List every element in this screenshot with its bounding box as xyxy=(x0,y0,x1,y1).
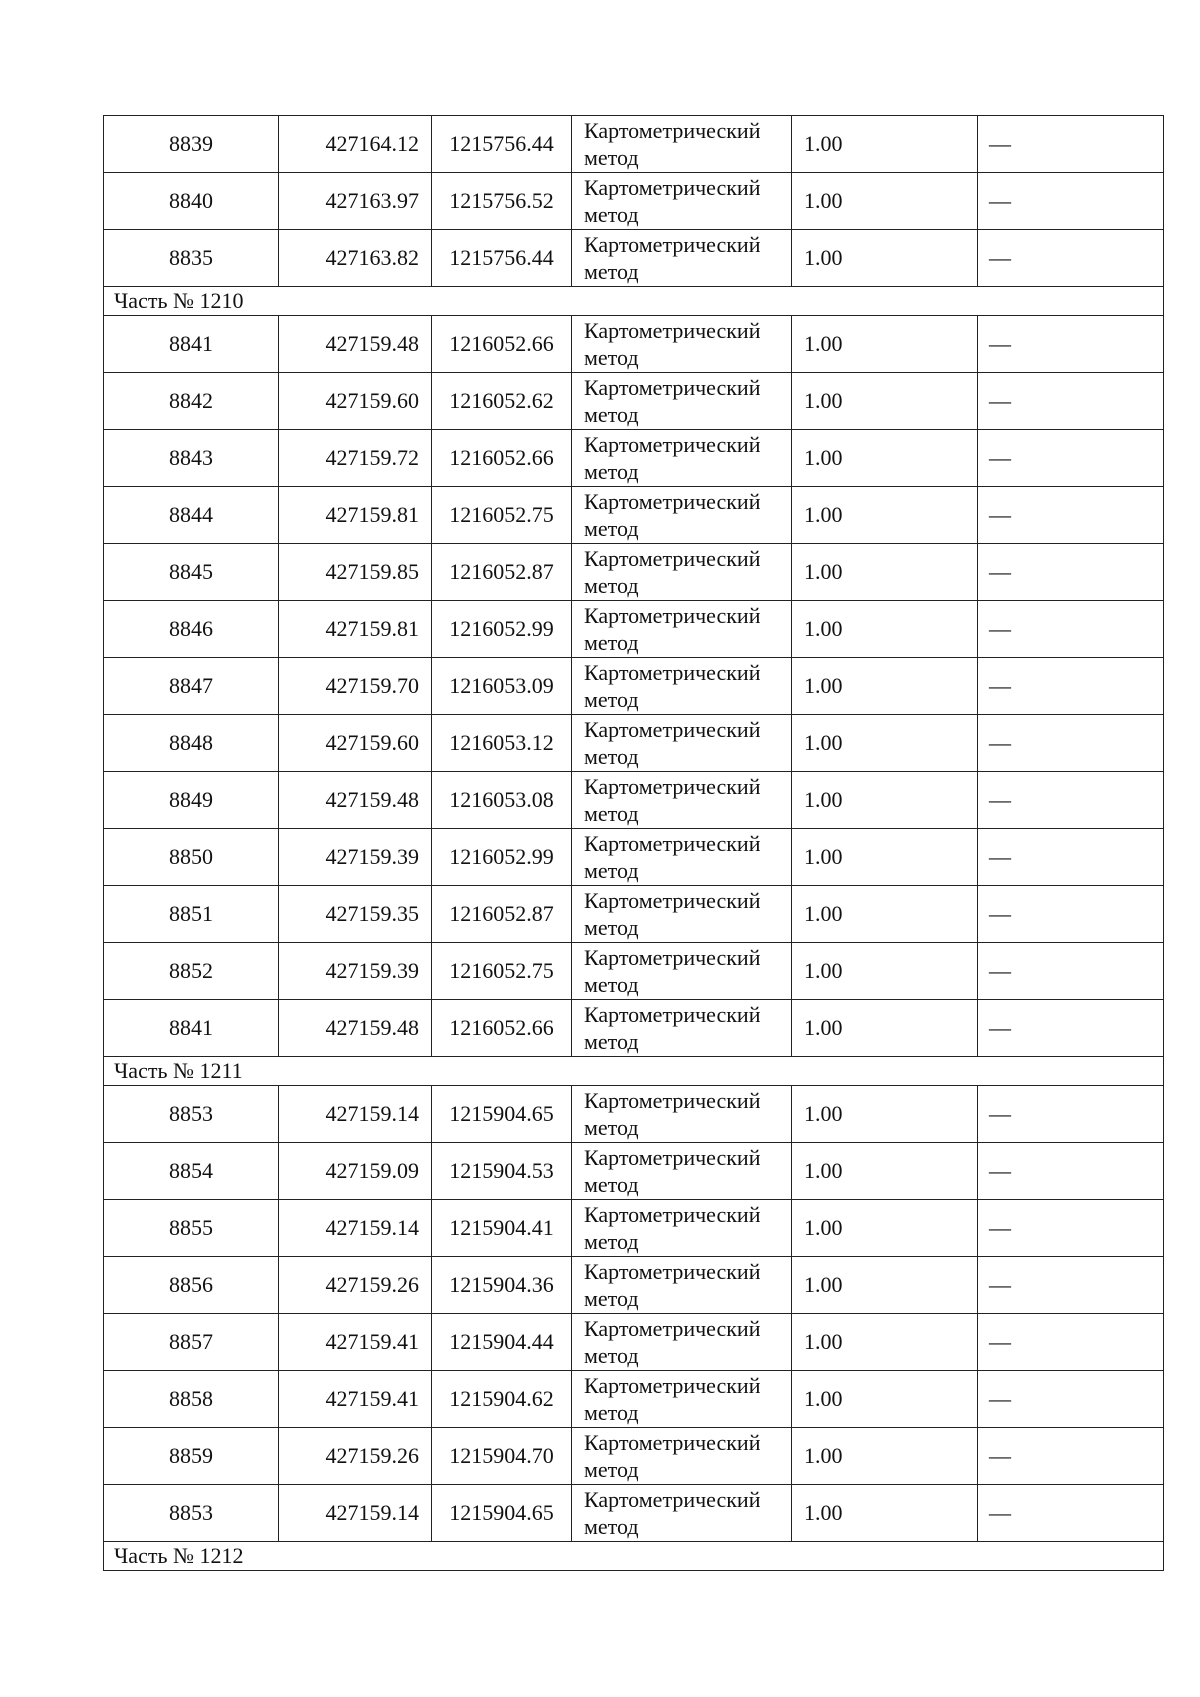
part-heading-row xyxy=(104,287,1164,316)
method-line-1: Картометрический xyxy=(584,1430,761,1455)
method-line-2: метод xyxy=(584,687,639,712)
method-cell xyxy=(572,943,792,1000)
method-line-1: Картометрический xyxy=(584,945,761,970)
method-cell xyxy=(572,116,792,173)
point-number-cell: 8840 xyxy=(104,173,279,230)
method-line-2: метод xyxy=(584,516,639,541)
method-line-1: Картометрический xyxy=(584,660,761,685)
accuracy-cell: 1.00 xyxy=(792,373,978,430)
table-row xyxy=(104,487,1164,544)
x-coordinate-cell: 427164.12 xyxy=(279,116,432,173)
method-cell xyxy=(572,829,792,886)
table-row xyxy=(104,1000,1164,1057)
accuracy-cell: 1.00 xyxy=(792,601,978,658)
table-row xyxy=(104,1485,1164,1542)
method-cell xyxy=(572,1257,792,1314)
y-coordinate-cell: 1215904.41 xyxy=(432,1200,572,1257)
method-cell xyxy=(572,316,792,373)
accuracy-cell: 1.00 xyxy=(792,943,978,1000)
description-cell xyxy=(978,116,1164,173)
point-number-cell: 8839 xyxy=(104,116,279,173)
table-row xyxy=(104,1257,1164,1314)
part-heading-cell: Часть № 1212 xyxy=(104,1542,1164,1571)
point-number-cell: 8855 xyxy=(104,1200,279,1257)
table-row xyxy=(104,772,1164,829)
description-cell xyxy=(978,658,1164,715)
x-coordinate-cell: 427159.14 xyxy=(279,1200,432,1257)
description-cell xyxy=(978,173,1164,230)
method-cell xyxy=(572,544,792,601)
method-line-2: метод xyxy=(584,1115,639,1140)
method-cell xyxy=(572,430,792,487)
table-row xyxy=(104,373,1164,430)
table-row xyxy=(104,658,1164,715)
method-line-2: метод xyxy=(584,1343,639,1368)
accuracy-cell: 1.00 xyxy=(792,1143,978,1200)
point-number-cell: 8853 xyxy=(104,1086,279,1143)
method-cell xyxy=(572,1143,792,1200)
point-number-cell: 8857 xyxy=(104,1314,279,1371)
method-line-2: метод xyxy=(584,1457,639,1482)
description-cell xyxy=(978,316,1164,373)
y-coordinate-cell: 1215904.65 xyxy=(432,1086,572,1143)
coordinates-table xyxy=(103,115,1164,1571)
method-cell xyxy=(572,886,792,943)
accuracy-cell: 1.00 xyxy=(792,829,978,886)
dash-mark: — xyxy=(989,844,1011,869)
description-cell xyxy=(978,829,1164,886)
x-coordinate-cell: 427159.48 xyxy=(279,772,432,829)
description-cell xyxy=(978,943,1164,1000)
table-row xyxy=(104,1314,1164,1371)
method-line-2: метод xyxy=(584,858,639,883)
x-coordinate-cell: 427159.72 xyxy=(279,430,432,487)
description-cell xyxy=(978,886,1164,943)
method-line-1: Картометрический xyxy=(584,546,761,571)
y-coordinate-cell: 1216052.75 xyxy=(432,487,572,544)
x-coordinate-cell: 427159.14 xyxy=(279,1485,432,1542)
dash-mark: — xyxy=(989,502,1011,527)
method-line-1: Картометрический xyxy=(584,432,761,457)
accuracy-cell: 1.00 xyxy=(792,487,978,544)
method-line-2: метод xyxy=(584,1514,639,1539)
method-cell xyxy=(572,1200,792,1257)
y-coordinate-cell: 1216052.99 xyxy=(432,829,572,886)
x-coordinate-cell: 427159.81 xyxy=(279,487,432,544)
x-coordinate-cell: 427159.81 xyxy=(279,601,432,658)
point-number-cell: 8841 xyxy=(104,1000,279,1057)
method-line-2: метод xyxy=(584,402,639,427)
method-line-2: метод xyxy=(584,801,639,826)
dash-mark: — xyxy=(989,1443,1011,1468)
x-coordinate-cell: 427159.60 xyxy=(279,715,432,772)
x-coordinate-cell: 427159.48 xyxy=(279,1000,432,1057)
table-row xyxy=(104,829,1164,886)
accuracy-cell: 1.00 xyxy=(792,1371,978,1428)
dash-mark: — xyxy=(989,901,1011,926)
point-number-cell: 8852 xyxy=(104,943,279,1000)
y-coordinate-cell: 1215904.65 xyxy=(432,1485,572,1542)
description-cell xyxy=(978,544,1164,601)
method-line-1: Картометрический xyxy=(584,1088,761,1113)
y-coordinate-cell: 1215904.70 xyxy=(432,1428,572,1485)
x-coordinate-cell: 427159.41 xyxy=(279,1371,432,1428)
table-row xyxy=(104,886,1164,943)
point-number-cell: 8842 xyxy=(104,373,279,430)
description-cell xyxy=(978,1371,1164,1428)
method-line-1: Картометрический xyxy=(584,1202,761,1227)
table-row xyxy=(104,943,1164,1000)
y-coordinate-cell: 1215904.62 xyxy=(432,1371,572,1428)
point-number-cell: 8853 xyxy=(104,1485,279,1542)
method-line-1: Картометрический xyxy=(584,232,761,257)
method-line-1: Картометрический xyxy=(584,1316,761,1341)
x-coordinate-cell: 427163.82 xyxy=(279,230,432,287)
y-coordinate-cell: 1215904.36 xyxy=(432,1257,572,1314)
method-cell xyxy=(572,1086,792,1143)
method-cell xyxy=(572,373,792,430)
method-cell xyxy=(572,1485,792,1542)
accuracy-cell: 1.00 xyxy=(792,430,978,487)
method-line-2: метод xyxy=(584,573,639,598)
table-row xyxy=(104,230,1164,287)
method-line-1: Картометрический xyxy=(584,1145,761,1170)
method-line-2: метод xyxy=(584,145,639,170)
x-coordinate-cell: 427159.39 xyxy=(279,943,432,1000)
point-number-cell: 8849 xyxy=(104,772,279,829)
point-number-cell: 8844 xyxy=(104,487,279,544)
method-cell xyxy=(572,1428,792,1485)
point-number-cell: 8841 xyxy=(104,316,279,373)
x-coordinate-cell: 427159.26 xyxy=(279,1428,432,1485)
method-line-1: Картометрический xyxy=(584,375,761,400)
accuracy-cell: 1.00 xyxy=(792,715,978,772)
x-coordinate-cell: 427163.97 xyxy=(279,173,432,230)
dash-mark: — xyxy=(989,673,1011,698)
method-line-1: Картометрический xyxy=(584,175,761,200)
x-coordinate-cell: 427159.14 xyxy=(279,1086,432,1143)
method-line-2: метод xyxy=(584,972,639,997)
accuracy-cell: 1.00 xyxy=(792,230,978,287)
method-line-2: метод xyxy=(584,915,639,940)
x-coordinate-cell: 427159.41 xyxy=(279,1314,432,1371)
part-heading-cell: Часть № 1211 xyxy=(104,1057,1164,1086)
method-line-2: метод xyxy=(584,459,639,484)
description-cell xyxy=(978,772,1164,829)
method-line-1: Картометрический xyxy=(584,1487,761,1512)
point-number-cell: 8854 xyxy=(104,1143,279,1200)
method-line-1: Картометрический xyxy=(584,318,761,343)
description-cell xyxy=(978,373,1164,430)
method-line-2: метод xyxy=(584,259,639,284)
part-heading-row xyxy=(104,1542,1164,1571)
dash-mark: — xyxy=(989,1215,1011,1240)
y-coordinate-cell: 1215756.44 xyxy=(432,230,572,287)
description-cell xyxy=(978,1485,1164,1542)
accuracy-cell: 1.00 xyxy=(792,173,978,230)
method-cell xyxy=(572,601,792,658)
point-number-cell: 8851 xyxy=(104,886,279,943)
description-cell xyxy=(978,430,1164,487)
table-row xyxy=(104,601,1164,658)
x-coordinate-cell: 427159.60 xyxy=(279,373,432,430)
x-coordinate-cell: 427159.26 xyxy=(279,1257,432,1314)
dash-mark: — xyxy=(989,730,1011,755)
x-coordinate-cell: 427159.39 xyxy=(279,829,432,886)
table-row xyxy=(104,1086,1164,1143)
accuracy-cell: 1.00 xyxy=(792,1257,978,1314)
table-row xyxy=(104,1371,1164,1428)
description-cell xyxy=(978,1086,1164,1143)
y-coordinate-cell: 1216053.09 xyxy=(432,658,572,715)
x-coordinate-cell: 427159.85 xyxy=(279,544,432,601)
accuracy-cell: 1.00 xyxy=(792,1000,978,1057)
description-cell xyxy=(978,1257,1164,1314)
y-coordinate-cell: 1215904.44 xyxy=(432,1314,572,1371)
dash-mark: — xyxy=(989,787,1011,812)
dash-mark: — xyxy=(989,1500,1011,1525)
method-cell xyxy=(572,772,792,829)
dash-mark: — xyxy=(989,388,1011,413)
y-coordinate-cell: 1216053.12 xyxy=(432,715,572,772)
accuracy-cell: 1.00 xyxy=(792,658,978,715)
method-cell xyxy=(572,487,792,544)
method-line-1: Картометрический xyxy=(584,1373,761,1398)
method-line-1: Картометрический xyxy=(584,774,761,799)
dash-mark: — xyxy=(989,131,1011,156)
method-line-1: Картометрический xyxy=(584,1002,761,1027)
x-coordinate-cell: 427159.09 xyxy=(279,1143,432,1200)
y-coordinate-cell: 1215904.53 xyxy=(432,1143,572,1200)
method-line-2: метод xyxy=(584,1400,639,1425)
dash-mark: — xyxy=(989,1272,1011,1297)
y-coordinate-cell: 1216052.62 xyxy=(432,373,572,430)
method-line-2: метод xyxy=(584,1286,639,1311)
table-row xyxy=(104,116,1164,173)
x-coordinate-cell: 427159.35 xyxy=(279,886,432,943)
y-coordinate-cell: 1216053.08 xyxy=(432,772,572,829)
method-cell xyxy=(572,1314,792,1371)
dash-mark: — xyxy=(989,445,1011,470)
table-row xyxy=(104,430,1164,487)
y-coordinate-cell: 1215756.44 xyxy=(432,116,572,173)
method-line-2: метод xyxy=(584,345,639,370)
table-row xyxy=(104,316,1164,373)
method-line-2: метод xyxy=(584,630,639,655)
part-heading-row xyxy=(104,1057,1164,1086)
point-number-cell: 8847 xyxy=(104,658,279,715)
method-line-1: Картометрический xyxy=(584,489,761,514)
y-coordinate-cell: 1215756.52 xyxy=(432,173,572,230)
point-number-cell: 8858 xyxy=(104,1371,279,1428)
point-number-cell: 8843 xyxy=(104,430,279,487)
accuracy-cell: 1.00 xyxy=(792,316,978,373)
y-coordinate-cell: 1216052.66 xyxy=(432,1000,572,1057)
dash-mark: — xyxy=(989,188,1011,213)
method-line-2: метод xyxy=(584,1229,639,1254)
point-number-cell: 8859 xyxy=(104,1428,279,1485)
part-heading-cell: Часть № 1210 xyxy=(104,287,1164,316)
y-coordinate-cell: 1216052.75 xyxy=(432,943,572,1000)
table-row xyxy=(104,1143,1164,1200)
description-cell xyxy=(978,715,1164,772)
dash-mark: — xyxy=(989,1386,1011,1411)
description-cell xyxy=(978,1314,1164,1371)
dash-mark: — xyxy=(989,1158,1011,1183)
y-coordinate-cell: 1216052.87 xyxy=(432,544,572,601)
table-row xyxy=(104,1428,1164,1485)
description-cell xyxy=(978,1143,1164,1200)
method-cell xyxy=(572,173,792,230)
dash-mark: — xyxy=(989,331,1011,356)
table-row xyxy=(104,715,1164,772)
method-cell xyxy=(572,658,792,715)
description-cell xyxy=(978,1428,1164,1485)
dash-mark: — xyxy=(989,245,1011,270)
x-coordinate-cell: 427159.70 xyxy=(279,658,432,715)
method-line-1: Картометрический xyxy=(584,603,761,628)
method-line-1: Картометрический xyxy=(584,1259,761,1284)
method-line-2: метод xyxy=(584,1172,639,1197)
y-coordinate-cell: 1216052.99 xyxy=(432,601,572,658)
point-number-cell: 8846 xyxy=(104,601,279,658)
dash-mark: — xyxy=(989,1015,1011,1040)
accuracy-cell: 1.00 xyxy=(792,1428,978,1485)
dash-mark: — xyxy=(989,958,1011,983)
coordinates-table-body xyxy=(104,116,1164,1571)
description-cell xyxy=(978,1200,1164,1257)
x-coordinate-cell: 427159.48 xyxy=(279,316,432,373)
method-line-1: Картометрический xyxy=(584,888,761,913)
dash-mark: — xyxy=(989,1101,1011,1126)
method-line-1: Картометрический xyxy=(584,831,761,856)
accuracy-cell: 1.00 xyxy=(792,772,978,829)
description-cell xyxy=(978,601,1164,658)
point-number-cell: 8848 xyxy=(104,715,279,772)
accuracy-cell: 1.00 xyxy=(792,1485,978,1542)
dash-mark: — xyxy=(989,616,1011,641)
dash-mark: — xyxy=(989,1329,1011,1354)
accuracy-cell: 1.00 xyxy=(792,1086,978,1143)
point-number-cell: 8845 xyxy=(104,544,279,601)
table-row xyxy=(104,173,1164,230)
method-cell xyxy=(572,1000,792,1057)
point-number-cell: 8850 xyxy=(104,829,279,886)
point-number-cell: 8835 xyxy=(104,230,279,287)
dash-mark: — xyxy=(989,559,1011,584)
accuracy-cell: 1.00 xyxy=(792,544,978,601)
y-coordinate-cell: 1216052.87 xyxy=(432,886,572,943)
method-line-2: метод xyxy=(584,1029,639,1054)
method-line-2: метод xyxy=(584,744,639,769)
description-cell xyxy=(978,487,1164,544)
point-number-cell: 8856 xyxy=(104,1257,279,1314)
method-cell xyxy=(572,230,792,287)
table-row xyxy=(104,544,1164,601)
accuracy-cell: 1.00 xyxy=(792,886,978,943)
method-line-2: метод xyxy=(584,202,639,227)
table-row xyxy=(104,1200,1164,1257)
accuracy-cell: 1.00 xyxy=(792,1314,978,1371)
method-cell xyxy=(572,715,792,772)
method-line-1: Картометрический xyxy=(584,717,761,742)
accuracy-cell: 1.00 xyxy=(792,1200,978,1257)
y-coordinate-cell: 1216052.66 xyxy=(432,316,572,373)
y-coordinate-cell: 1216052.66 xyxy=(432,430,572,487)
method-cell xyxy=(572,1371,792,1428)
description-cell xyxy=(978,1000,1164,1057)
method-line-1: Картометрический xyxy=(584,118,761,143)
description-cell xyxy=(978,230,1164,287)
accuracy-cell: 1.00 xyxy=(792,116,978,173)
